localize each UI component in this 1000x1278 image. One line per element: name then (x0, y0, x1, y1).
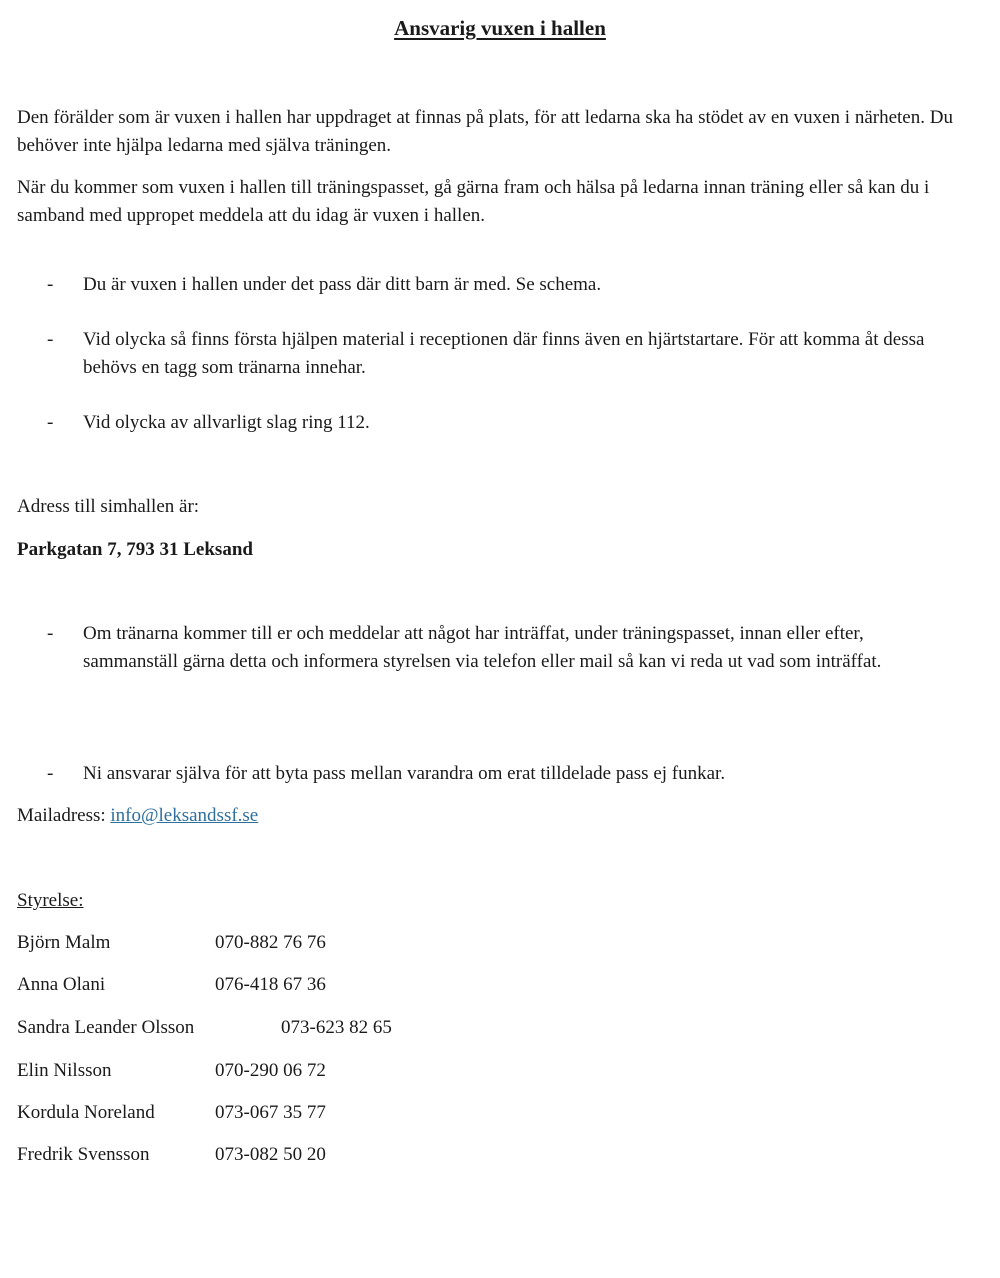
mail-label: Mailadress: (17, 805, 106, 826)
member-name: Anna Olani (17, 974, 106, 995)
email-link[interactable]: info@leksandssf.se (110, 805, 259, 826)
bullet-marker: - (47, 329, 54, 350)
list-item-text: Ni ansvarar själva för att byta pass mellan varandra om erat tilldelade pass ej funkar. (83, 763, 726, 784)
bullet-marker: - (47, 274, 54, 295)
member-phone: 073-082 50 20 (215, 1144, 326, 1165)
bullet-marker: - (47, 623, 54, 644)
member-phone: 073-623 82 65 (281, 1017, 392, 1038)
member-phone: 070-290 06 72 (215, 1060, 326, 1081)
address-label: Adress till simhallen är: (17, 496, 200, 517)
board-member-row (17, 1014, 392, 1042)
list-item (17, 620, 985, 676)
bullet-marker: - (47, 763, 54, 784)
member-name: Elin Nilsson (17, 1060, 112, 1081)
arrival-paragraph: När du kommer som vuxen i hallen till träningspasset, gå gärna fram och hälsa på ledarna innan träning eller så kan du i samband med uppropet meddela att du idag är vuxen i hallen. (17, 177, 930, 226)
board-member-row (17, 971, 326, 999)
list-item-text: Du är vuxen i hallen under det pass där ditt barn är med. Se schema. (83, 274, 602, 295)
intro-paragraph: Den förälder som är vuxen i hallen har uppdraget at finnas på plats, för att ledarna ska ha stödet av en vuxen i närheten. Du behöver inte hjälpa ledarna med själva träningen. (17, 107, 953, 156)
list-item (17, 760, 985, 788)
list-item-text: Vid olycka av allvarligt slag ring 112. (83, 412, 370, 433)
list-item-text: Vid olycka så finns första hjälpen material i receptionen där finns även en hjärtstartare. För att komma åt dessa behövs en tagg som tränarna innehar. (83, 329, 925, 378)
member-phone: 076-418 67 36 (215, 974, 326, 995)
list-item-text: Om tränarna kommer till er och meddelar att något har inträffat, under träningspasset, innan eller efter, sammanställ gärna detta och informera styrelsen via telefon eller mail så kan vi reda ut vad som inträffat. (83, 623, 882, 672)
member-phone: 073-067 35 77 (215, 1102, 326, 1123)
mail-line (17, 802, 985, 830)
list-item (17, 271, 985, 299)
board-heading: Styrelse: (17, 890, 84, 911)
board-member-row (17, 1057, 326, 1085)
board-member-row (17, 929, 326, 957)
board-member-row (17, 1099, 326, 1127)
board-member-row (17, 1141, 326, 1169)
bullet-marker: - (47, 412, 54, 433)
member-name: Kordula Noreland (17, 1102, 155, 1123)
address-value: Parkgatan 7, 793 31 Leksand (17, 539, 253, 560)
member-phone: 070-882 76 76 (215, 932, 326, 953)
page-title: Ansvarig vuxen i hallen (394, 16, 606, 40)
member-name: Björn Malm (17, 932, 111, 953)
list-item (17, 326, 985, 382)
member-name: Sandra Leander Olsson (17, 1017, 195, 1038)
list-item (17, 409, 985, 437)
member-name: Fredrik Svensson (17, 1144, 150, 1165)
